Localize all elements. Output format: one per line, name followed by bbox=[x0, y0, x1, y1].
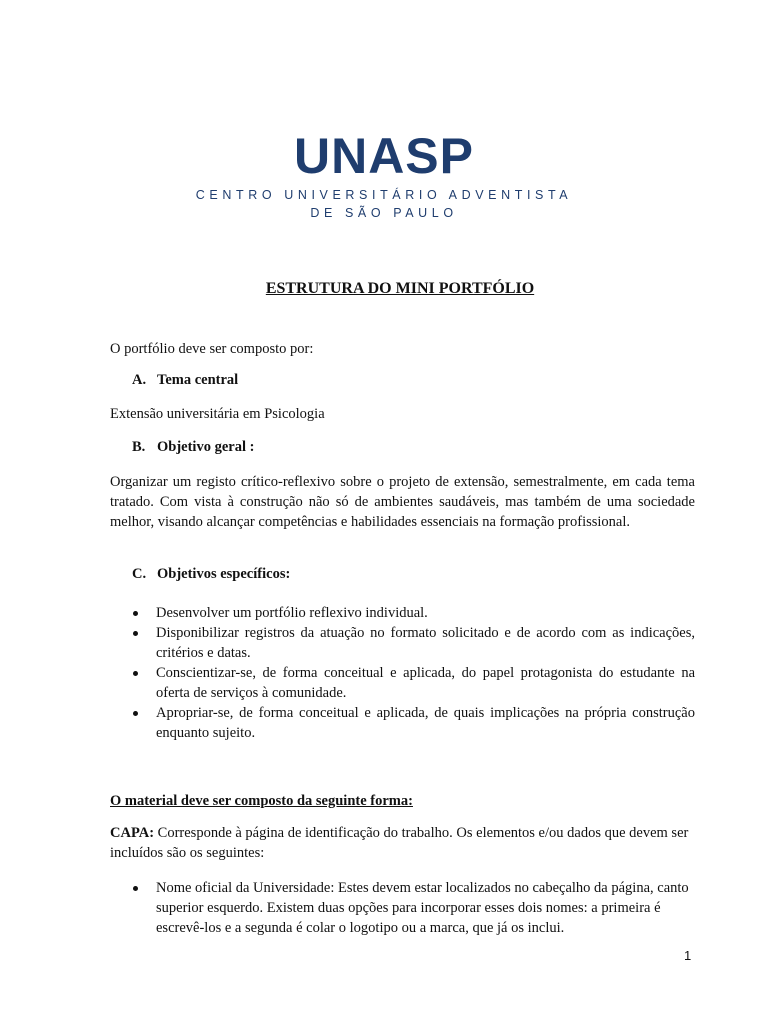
list-item: Conscientizar-se, de forma conceitual e aplicada, do papel protagonista do estudante na oferta de serviços à comunidade. bbox=[131, 663, 695, 703]
section-b-text: Organizar um registo crítico-reflexivo sobre o projeto de extensão, semestralmente, em cada tema tratado. Com vista à construção não só de ambientes saudáveis, mas também de uma sociedade melhor, visando alcançar competências e habilidades essenciais na formação profissional. bbox=[110, 474, 695, 530]
document-title: ESTRUTURA DO MINI PORTFÓLIO bbox=[265, 280, 535, 297]
page-number: 1 bbox=[684, 948, 692, 963]
capa-list bbox=[131, 878, 695, 938]
bullet-icon bbox=[133, 711, 138, 716]
section-a-heading: Tema central bbox=[157, 372, 239, 388]
section-b-marker: B. bbox=[132, 439, 146, 455]
list-item: Disponibilizar registros da atuação no formato solicitado e de acordo com as indicações, critérios e datas. bbox=[131, 623, 695, 663]
section-a-text: Extensão universitária em Psicologia bbox=[110, 406, 325, 422]
capa-label: CAPA: bbox=[110, 825, 155, 841]
section-c-marker: C. bbox=[132, 566, 147, 582]
logo-line-1: CENTRO UNIVERSITÁRIO ADVENTISTA bbox=[195, 188, 573, 202]
list-item: Apropriar-se, de forma conceitual e aplicada, de quais implicações na própria construção enquanto sujeito. bbox=[131, 703, 695, 743]
list-item: Desenvolver um portfólio reflexivo individual. bbox=[131, 603, 695, 623]
logo-line-2: DE SÃO PAULO bbox=[310, 206, 458, 220]
bullet-icon bbox=[133, 631, 138, 636]
section-c-heading: Objetivos específicos: bbox=[157, 566, 291, 582]
list-item: Nome oficial da Universidade: Estes devem estar localizados no cabeçalho da página, canto superior esquerdo. Existem duas opções para incorporar esses dois nomes: a primeira é escrevê-los e a segunda é colar o logotipo ou a marca, que já os inclui. bbox=[131, 878, 695, 938]
intro-text: O portfólio deve ser composto por: bbox=[110, 341, 314, 357]
capa-paragraph bbox=[110, 823, 695, 863]
logo-wordmark: UNASP bbox=[293, 128, 475, 184]
bullet-icon bbox=[133, 671, 138, 676]
unasp-logo bbox=[0, 128, 768, 222]
section-b-heading: Objetivo geral : bbox=[157, 439, 255, 455]
bullet-icon bbox=[133, 611, 138, 616]
capa-text: Corresponde à página de identificação do trabalho. Os elementos e/ou dados que devem ser incluídos são os seguintes: bbox=[110, 825, 689, 861]
bullet-icon bbox=[133, 886, 138, 891]
section-a-marker: A. bbox=[132, 372, 147, 388]
objectives-list bbox=[131, 603, 695, 743]
material-heading: O material deve ser composto da seguinte forma: bbox=[110, 793, 413, 809]
